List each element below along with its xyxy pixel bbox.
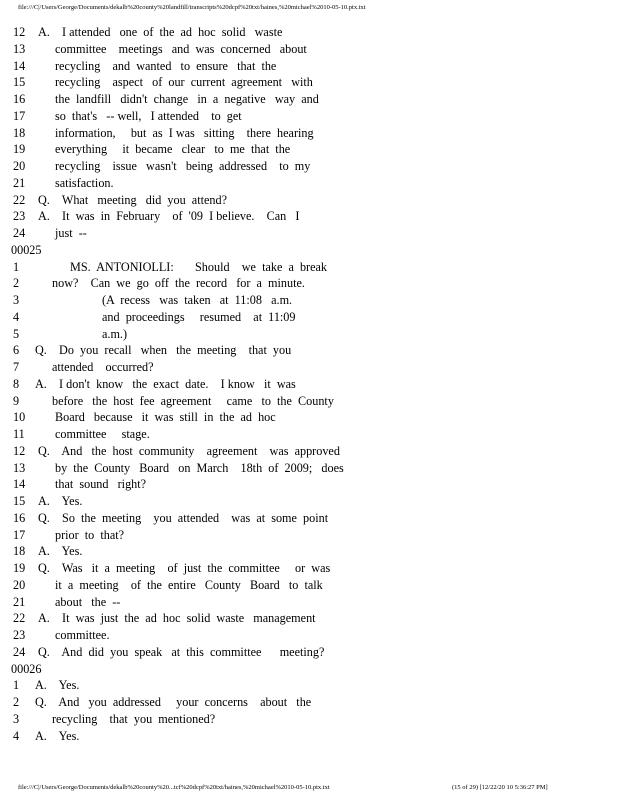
transcript-line [0,594,618,611]
transcript-line [0,493,618,510]
line-number: 3 [13,293,20,307]
line-text: about the -- [55,594,121,609]
transcript-line [0,326,618,343]
line-text: committee. [55,628,110,642]
line-text: recycling issue wasn't being addressed to my [55,159,311,173]
line-number: 13 [13,41,26,56]
line-text: Q. Was it a meeting of just the committee or was [38,561,331,575]
line-text: now? Can we go off the record for a minute. [52,276,305,291]
line-number: 6 [13,343,20,358]
line-text: by the County Board on March 18th of 2009; does [55,460,344,475]
line-number: 4 [13,309,20,324]
line-text: A. Yes. [35,728,80,743]
line-text: prior to that? [55,527,125,542]
transcript-line [0,74,618,91]
line-text: satisfaction. [55,175,114,190]
page-number-line [0,661,618,678]
transcript-line [0,91,618,108]
line-text: that sound right? [55,477,147,492]
line-text: A. I don't know the exact date. I know it was [35,376,296,391]
transcript-line [0,342,618,359]
transcript-line [0,158,618,175]
line-text: committee stage. [55,427,150,441]
transcript-line [0,359,618,376]
line-number: 21 [13,594,26,609]
line-text: Board because it was still in the ad hoc [55,410,276,425]
transcript-line [0,610,618,627]
transcript-line [0,108,618,125]
page-number: 00025 [11,242,42,257]
file-path-footer: file:///C|/Users/George/Documents/dekalb%20county%20...tcf%20dcpf%20txt/haines,%20michael%2010-05-10.ptx.txt [18,784,330,791]
line-number: 24 [13,226,26,240]
line-number: 7 [13,360,20,374]
line-text: Q. And you addressed your concerns about the [35,695,312,709]
line-text: MS. ANTONIOLLI: Should we take a break [70,259,328,274]
transcript-line [0,24,618,41]
transcript-line [0,627,618,644]
line-text: just -- [55,226,87,240]
transcript-line [0,527,618,544]
transcript-line [0,711,618,728]
line-number: 2 [13,276,20,291]
transcript-line [0,560,618,577]
line-number: 21 [13,175,26,190]
line-text: Q. So the meeting you attended was at some point [38,510,329,525]
transcript-line [0,577,618,594]
line-text: Q. What meeting did you attend? [38,192,227,207]
transcript-body [0,24,618,744]
transcript-line [0,175,618,192]
line-text: recycling that you mentioned? [52,711,216,726]
line-number: 20 [13,159,26,173]
line-text: information, but as I was sitting there hearing [55,125,314,140]
transcript-line [0,58,618,75]
line-text: recycling and wanted to ensure that the [55,58,277,73]
line-text: everything it became clear to me that the [55,142,291,157]
line-number: 12 [13,443,26,458]
line-text: A. Yes. [38,544,83,559]
transcript-line [0,41,618,58]
line-text: A. Yes. [38,494,83,508]
line-number: 22 [13,611,26,626]
line-number: 20 [13,577,26,592]
transcript-line [0,192,618,209]
transcript-line [0,543,618,560]
line-text: and proceedings resumed at 11:09 [102,309,296,324]
line-number: 23 [13,628,26,642]
line-number: 8 [13,376,20,391]
transcript-line [0,677,618,694]
line-number: 17 [13,527,26,542]
line-number: 16 [13,510,26,525]
line-text: it a meeting of the entire County Board to talk [55,577,323,592]
line-number: 15 [13,494,26,508]
line-number: 15 [13,75,26,90]
line-number: 19 [13,142,26,157]
line-number: 14 [13,477,26,492]
transcript-line [0,225,618,242]
line-number: 10 [13,410,26,425]
transcript-line [0,476,618,493]
transcript-line [0,728,618,745]
line-number: 16 [13,92,26,106]
line-number: 18 [13,544,26,559]
line-text: before the host fee agreement came to the County [52,393,334,408]
transcript-line [0,510,618,527]
transcript-line [0,125,618,142]
transcript-line [0,644,618,661]
line-number: 9 [13,393,20,408]
transcript-line [0,460,618,477]
transcript-line [0,292,618,309]
line-number: 24 [13,644,26,659]
page-number-line [0,242,618,259]
line-text: the landfill didn't change in a negative way and [55,92,319,106]
line-number: 18 [13,125,26,140]
transcript-line [0,208,618,225]
transcript-line [0,141,618,158]
line-text: so that's -- well, I attended to get [55,108,242,123]
line-number: 5 [13,326,20,341]
line-text: a.m.) [102,326,128,341]
line-text: A. Yes. [35,678,80,693]
line-number: 12 [13,25,26,39]
line-number: 3 [13,711,20,726]
line-text: A. It was just the ad hoc solid waste management [38,611,316,626]
file-path-header: file:///C|/Users/George/Documents/dekalb%20county%20landfill/transcripts%20dcpf%20txt/haines,%20michael%2010-05-10.ptx.txt [18,4,366,11]
transcript-line [0,694,618,711]
transcript-line [0,426,618,443]
line-number: 23 [13,209,26,224]
line-number: 4 [13,728,20,743]
line-text: A. It was in February of '09 I believe. Can I [38,209,300,224]
transcript-line [0,376,618,393]
page-info-footer: (15 of 29) [12/22/20 10 5:36:27 PM] [452,784,548,791]
line-number: 1 [13,259,20,274]
line-number: 11 [13,427,25,441]
line-number: 2 [13,695,20,709]
line-text: A. I attended one of the ad hoc solid waste [38,25,283,39]
transcript-line [0,259,618,276]
transcript-line [0,443,618,460]
transcript-line [0,409,618,426]
transcript-line [0,309,618,326]
line-number: 19 [13,561,26,575]
line-number: 22 [13,192,26,207]
line-text: recycling aspect of our current agreement with [55,75,313,90]
line-text: (A recess was taken at 11:08 a.m. [102,293,293,307]
line-number: 1 [13,678,20,693]
page-number: 00026 [11,661,42,676]
transcript-line [0,393,618,410]
line-text: Q. Do you recall when the meeting that you [35,343,292,358]
line-number: 14 [13,58,26,73]
line-text: Q. And the host community agreement was approved [38,443,340,458]
transcript-line [0,275,618,292]
line-text: Q. And did you speak at this committee meeting? [38,644,325,659]
line-text: attended occurred? [52,360,154,374]
line-number: 13 [13,460,26,475]
line-text: committee meetings and was concerned about [55,41,307,56]
line-number: 17 [13,108,26,123]
